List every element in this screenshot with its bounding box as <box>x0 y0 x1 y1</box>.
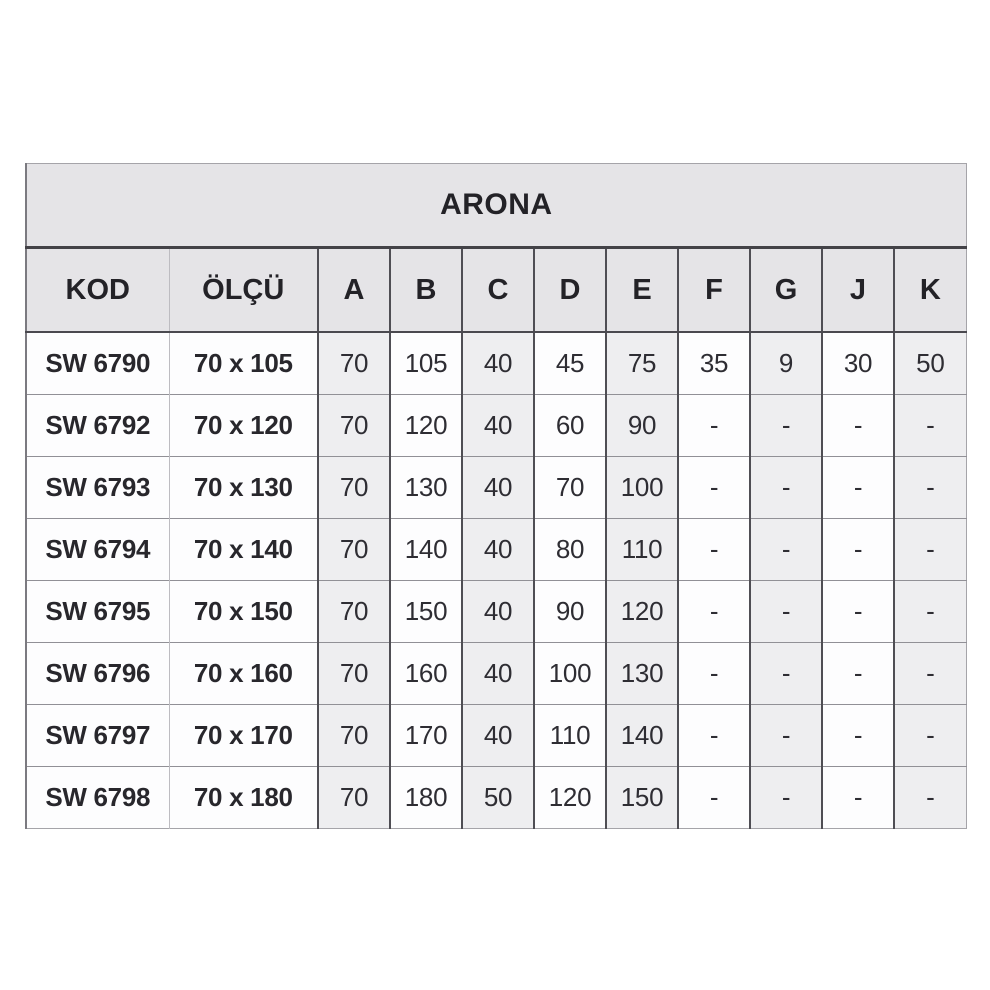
value-cell: 120 <box>534 767 606 829</box>
value-cell: 80 <box>534 519 606 581</box>
kod-cell: SW 6793 <box>26 457 169 519</box>
value-cell: 110 <box>534 705 606 767</box>
value-cell: - <box>894 705 966 767</box>
value-cell: 100 <box>534 643 606 705</box>
olcu-cell: 70 x 180 <box>169 767 318 829</box>
value-cell: - <box>750 581 822 643</box>
value-cell: - <box>750 705 822 767</box>
value-cell: - <box>822 519 894 581</box>
value-cell: 180 <box>390 767 462 829</box>
table-row <box>26 581 966 643</box>
table-row <box>26 332 966 395</box>
value-cell: 40 <box>462 705 534 767</box>
table-row <box>26 767 966 829</box>
value-cell: - <box>822 705 894 767</box>
value-cell: 140 <box>390 519 462 581</box>
value-cell: - <box>822 395 894 457</box>
table-row <box>26 643 966 705</box>
olcu-cell: 70 x 130 <box>169 457 318 519</box>
value-cell: 40 <box>462 581 534 643</box>
title-row <box>26 164 966 248</box>
value-cell: 90 <box>534 581 606 643</box>
table-row <box>26 519 966 581</box>
kod-cell: SW 6792 <box>26 395 169 457</box>
value-cell: - <box>822 767 894 829</box>
value-cell: - <box>822 581 894 643</box>
value-cell: 70 <box>318 395 390 457</box>
value-cell: - <box>678 519 750 581</box>
value-cell: - <box>894 395 966 457</box>
olcu-cell: 70 x 140 <box>169 519 318 581</box>
value-cell: - <box>750 519 822 581</box>
value-cell: 70 <box>318 457 390 519</box>
value-cell: 30 <box>822 332 894 395</box>
value-cell: 150 <box>606 767 678 829</box>
value-cell: - <box>678 581 750 643</box>
table-row <box>26 457 966 519</box>
product-spec-table-wrap <box>25 163 965 829</box>
value-cell: - <box>750 457 822 519</box>
value-cell: 70 <box>318 767 390 829</box>
value-cell: 50 <box>894 332 966 395</box>
value-cell: 140 <box>606 705 678 767</box>
value-cell: 75 <box>606 332 678 395</box>
value-cell: 35 <box>678 332 750 395</box>
value-cell: 40 <box>462 457 534 519</box>
value-cell: 45 <box>534 332 606 395</box>
value-cell: 110 <box>606 519 678 581</box>
value-cell: 50 <box>462 767 534 829</box>
value-cell: 70 <box>318 519 390 581</box>
value-cell: - <box>894 643 966 705</box>
value-cell: - <box>894 457 966 519</box>
kod-cell: SW 6797 <box>26 705 169 767</box>
value-cell: 130 <box>606 643 678 705</box>
value-cell: 130 <box>390 457 462 519</box>
value-cell: 150 <box>390 581 462 643</box>
value-cell: 40 <box>462 519 534 581</box>
value-cell: 120 <box>606 581 678 643</box>
value-cell: 120 <box>390 395 462 457</box>
value-cell: 90 <box>606 395 678 457</box>
value-cell: - <box>750 767 822 829</box>
header-row <box>26 248 966 333</box>
value-cell: 70 <box>318 581 390 643</box>
column-header-3: B <box>390 248 462 333</box>
column-header-8: G <box>750 248 822 333</box>
value-cell: - <box>894 767 966 829</box>
column-header-4: C <box>462 248 534 333</box>
column-header-5: D <box>534 248 606 333</box>
value-cell: 40 <box>462 332 534 395</box>
value-cell: 70 <box>318 643 390 705</box>
value-cell: 170 <box>390 705 462 767</box>
value-cell: - <box>894 581 966 643</box>
column-header-1: ÖLÇÜ <box>169 248 318 333</box>
value-cell: 105 <box>390 332 462 395</box>
value-cell: - <box>678 457 750 519</box>
table-row <box>26 705 966 767</box>
kod-cell: SW 6794 <box>26 519 169 581</box>
value-cell: 160 <box>390 643 462 705</box>
value-cell: 70 <box>318 705 390 767</box>
value-cell: 70 <box>318 332 390 395</box>
value-cell: - <box>894 519 966 581</box>
olcu-cell: 70 x 120 <box>169 395 318 457</box>
kod-cell: SW 6790 <box>26 332 169 395</box>
kod-cell: SW 6796 <box>26 643 169 705</box>
value-cell: 60 <box>534 395 606 457</box>
value-cell: 100 <box>606 457 678 519</box>
kod-cell: SW 6795 <box>26 581 169 643</box>
kod-cell: SW 6798 <box>26 767 169 829</box>
column-header-2: A <box>318 248 390 333</box>
column-header-6: E <box>606 248 678 333</box>
value-cell: - <box>822 643 894 705</box>
table-row <box>26 395 966 457</box>
value-cell: - <box>750 643 822 705</box>
value-cell: - <box>678 643 750 705</box>
product-spec-table <box>25 163 967 829</box>
column-header-0: KOD <box>26 248 169 333</box>
value-cell: - <box>678 767 750 829</box>
column-header-7: F <box>678 248 750 333</box>
value-cell: - <box>678 395 750 457</box>
value-cell: 40 <box>462 395 534 457</box>
olcu-cell: 70 x 105 <box>169 332 318 395</box>
olcu-cell: 70 x 160 <box>169 643 318 705</box>
value-cell: - <box>750 395 822 457</box>
table-title: ARONA <box>26 164 966 248</box>
column-header-10: K <box>894 248 966 333</box>
olcu-cell: 70 x 150 <box>169 581 318 643</box>
column-header-9: J <box>822 248 894 333</box>
olcu-cell: 70 x 170 <box>169 705 318 767</box>
value-cell: 70 <box>534 457 606 519</box>
value-cell: - <box>822 457 894 519</box>
value-cell: 40 <box>462 643 534 705</box>
value-cell: - <box>678 705 750 767</box>
value-cell: 9 <box>750 332 822 395</box>
